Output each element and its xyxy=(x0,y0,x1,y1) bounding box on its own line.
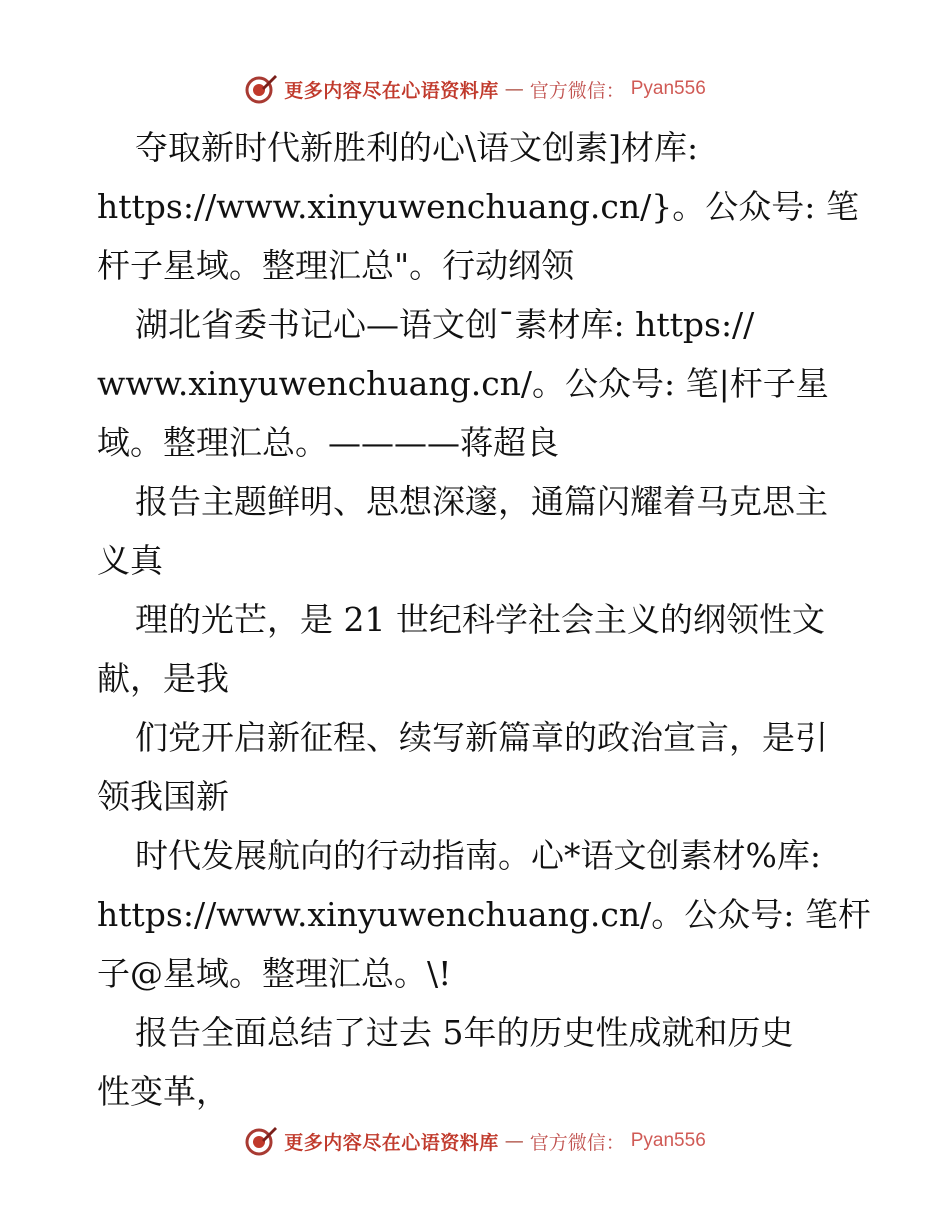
header-separator: — xyxy=(504,78,524,100)
header-wechat-id: Pyan556 xyxy=(630,78,706,99)
pen-logo-icon xyxy=(244,72,278,106)
text-line: www.xinyuwenchuang.cn/。公众号: 笔|杆子星 xyxy=(97,364,829,403)
footer-banner xyxy=(0,1124,950,1158)
text-line: 报告主题鲜明、思想深邃，通篇闪耀着马克思主 xyxy=(135,482,828,521)
header-wechat-label: 官方微信： xyxy=(529,79,625,102)
text-line: 理的光芒，是 21 世纪科学社会主义的纲领性文 xyxy=(135,600,825,639)
text-line: 报告全面总结了过去 5年的历史性成就和历史 xyxy=(135,1013,794,1052)
text-line: https://www.xinyuwenchuang.cn/。公众号: 笔杆 xyxy=(97,895,871,934)
text-line: 域。整理汇总。————蒋超良 xyxy=(97,423,559,462)
header-main-text: 更多内容尽在心语资料库 xyxy=(284,79,499,102)
text-line: 夺取新时代新胜利的心\语文创素]材库: xyxy=(135,128,699,167)
text-line: 领我国新 xyxy=(97,777,229,816)
footer-wechat-label: 官方微信： xyxy=(529,1131,625,1154)
pen-logo-icon xyxy=(244,1124,278,1158)
text-line: https://www.xinyuwenchuang.cn/}。公众号: 笔 xyxy=(97,187,859,226)
text-line: 们党开启新征程、续写新篇章的政治宣言，是引 xyxy=(135,718,828,757)
footer-main-text: 更多内容尽在心语资料库 xyxy=(284,1131,499,1154)
text-line: 子@星域。整理汇总。\! xyxy=(97,954,452,993)
text-line: 义真 xyxy=(97,541,163,580)
text-line: 湖北省委书记心—语文创¯素材库: https:// xyxy=(135,305,755,344)
footer-separator: — xyxy=(504,1130,524,1152)
header-banner xyxy=(0,72,950,106)
footer-wechat-id: Pyan556 xyxy=(630,1130,706,1151)
text-line: 杆子星域。整理汇总"。行动纲领 xyxy=(97,246,575,285)
text-line: 献，是我 xyxy=(97,659,229,698)
document-body xyxy=(97,118,871,1121)
text-line: 时代发展航向的行动指南。心*语文创素材%库: xyxy=(135,836,821,875)
text-line: 性变革， xyxy=(97,1072,229,1111)
